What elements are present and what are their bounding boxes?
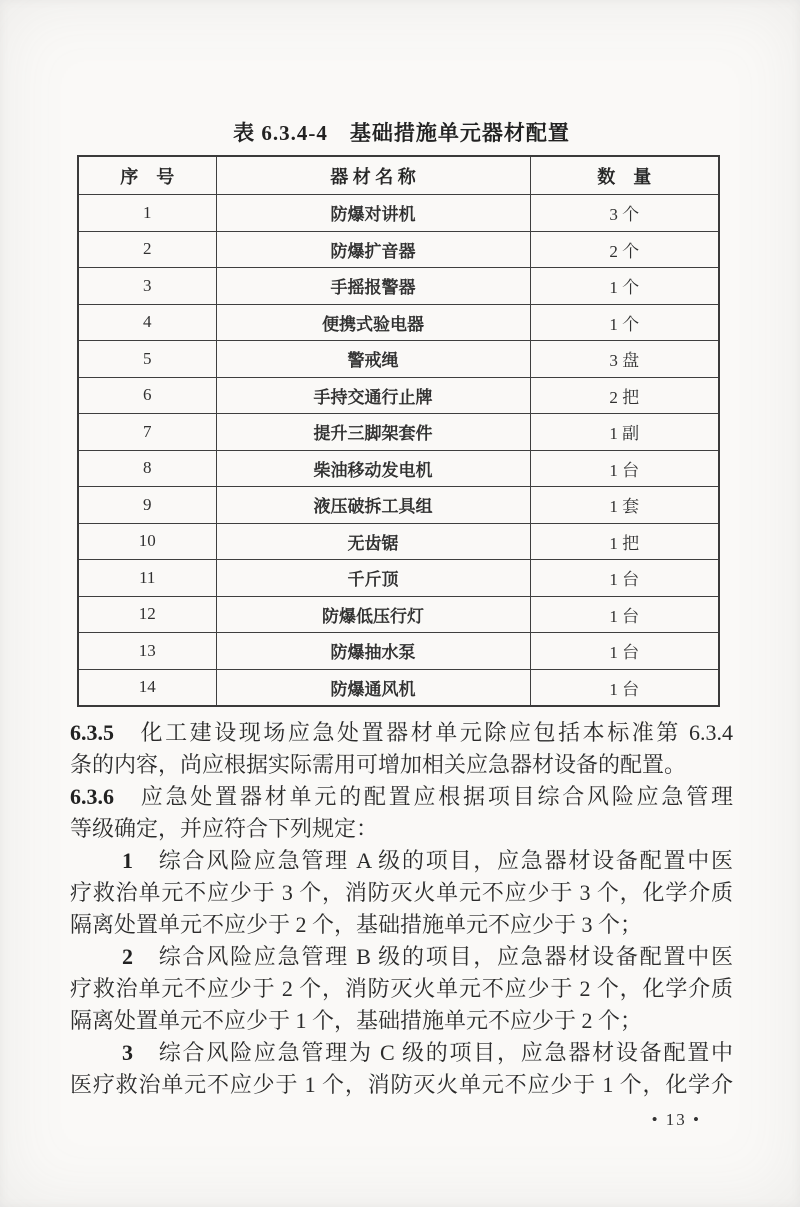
equipment-name-cell: 提升三脚架套件 [216, 414, 530, 451]
text-line: 医疗救治单元不应少于 1 个，消防灭火单元不应少于 1 个，化学介 [70, 1072, 733, 1097]
col-header-name: 器 材 名 称 [216, 156, 530, 195]
equipment-name-cell: 防爆低压行灯 [216, 596, 530, 633]
quantity-cell: 3 个 [530, 195, 719, 232]
text-line: 隔离处置单元不应少于 1 个，基础措施单元不应少于 2 个； [70, 1008, 643, 1033]
equipment-name-cell: 无齿锯 [216, 523, 530, 560]
clause-number: 2 [122, 944, 133, 969]
equipment-name-cell: 液压破拆工具组 [216, 487, 530, 524]
serial-cell: 14 [78, 669, 216, 706]
text-line: 6.3.6 应急处置器材单元的配置应根据项目综合风险应急管理 [70, 784, 733, 809]
quantity-cell: 1 套 [530, 487, 719, 524]
table-row [78, 596, 719, 633]
clause-paragraph [70, 941, 733, 1037]
table-header-row [78, 156, 719, 195]
text-line: 疗救治单元不应少于 3 个，消防灭火单元不应少于 3 个，化学介质 [70, 880, 733, 905]
clause-number: 6.3.5 [70, 720, 114, 745]
equipment-table [77, 155, 720, 707]
serial-cell: 4 [78, 304, 216, 341]
table-row [78, 450, 719, 487]
table-row [78, 560, 719, 597]
equipment-name-cell: 便携式验电器 [216, 304, 530, 341]
quantity-cell: 1 台 [530, 560, 719, 597]
table-row [78, 523, 719, 560]
table-row [78, 231, 719, 268]
text-line: 3 综合风险应急管理为 C 级的项目，应急器材设备配置中 [122, 1040, 733, 1065]
serial-cell: 9 [78, 487, 216, 524]
clause-paragraph [70, 845, 733, 941]
quantity-cell: 1 个 [530, 304, 719, 341]
text-line: 隔离处置单元不应少于 2 个，基础措施单元不应少于 3 个； [70, 912, 643, 937]
text-line: 6.3.5 化工建设现场应急处置器材单元除应包括本标准第 6.3.4 [70, 720, 733, 745]
serial-cell: 11 [78, 560, 216, 597]
quantity-cell: 2 把 [530, 377, 719, 414]
clause-number: 3 [122, 1040, 133, 1065]
table-row [78, 414, 719, 451]
equipment-name-cell: 柴油移动发电机 [216, 450, 530, 487]
table-row [78, 341, 719, 378]
equipment-name-cell: 警戒绳 [216, 341, 530, 378]
clause-paragraph [70, 1037, 733, 1101]
quantity-cell: 1 副 [530, 414, 719, 451]
serial-cell: 3 [78, 268, 216, 305]
equipment-name-cell: 手摇报警器 [216, 268, 530, 305]
quantity-cell: 2 个 [530, 231, 719, 268]
text-line: 疗救治单元不应少于 2 个，消防灭火单元不应少于 2 个，化学介质 [70, 976, 733, 1001]
table-row [78, 377, 719, 414]
col-header-qty: 数 量 [530, 156, 719, 195]
quantity-cell: 3 盘 [530, 341, 719, 378]
equipment-name-cell: 手持交通行止牌 [216, 377, 530, 414]
table-row [78, 669, 719, 706]
text-line: 条的内容，尚应根据实际需用可增加相关应急器材设备的配置。 [70, 752, 687, 777]
quantity-cell: 1 台 [530, 596, 719, 633]
serial-cell: 13 [78, 633, 216, 670]
serial-cell: 6 [78, 377, 216, 414]
serial-cell: 7 [78, 414, 216, 451]
clause-number: 6.3.6 [70, 784, 114, 809]
table-row [78, 195, 719, 232]
table-row [78, 268, 719, 305]
text-line: 2 综合风险应急管理 B 级的项目，应急器材设备配置中医 [122, 944, 733, 969]
text-line: 1 综合风险应急管理 A 级的项目，应急器材设备配置中医 [122, 848, 733, 873]
clause-paragraph [70, 781, 733, 845]
quantity-cell: 1 台 [530, 633, 719, 670]
serial-cell: 8 [78, 450, 216, 487]
clause-number: 1 [122, 848, 133, 873]
serial-cell: 5 [78, 341, 216, 378]
page-number: • 13 • [651, 1110, 701, 1129]
equipment-name-cell: 防爆对讲机 [216, 195, 530, 232]
col-header-serial: 序 号 [78, 156, 216, 195]
body-text [70, 717, 733, 1101]
equipment-name-cell: 防爆通风机 [216, 669, 530, 706]
table-title: 表 6.3.4-4 基础措施单元器材配置 [233, 121, 570, 145]
quantity-cell: 1 台 [530, 450, 719, 487]
table-row [78, 633, 719, 670]
table-row [78, 487, 719, 524]
serial-cell: 1 [78, 195, 216, 232]
text-line: 等级确定，并应符合下列规定： [70, 816, 379, 841]
clause-paragraph [70, 717, 733, 781]
serial-cell: 2 [78, 231, 216, 268]
quantity-cell: 1 把 [530, 523, 719, 560]
quantity-cell: 1 个 [530, 268, 719, 305]
serial-cell: 10 [78, 523, 216, 560]
serial-cell: 12 [78, 596, 216, 633]
equipment-name-cell: 防爆扩音器 [216, 231, 530, 268]
equipment-name-cell: 防爆抽水泵 [216, 633, 530, 670]
equipment-name-cell: 千斤顶 [216, 560, 530, 597]
table-row [78, 304, 719, 341]
quantity-cell: 1 台 [530, 669, 719, 706]
